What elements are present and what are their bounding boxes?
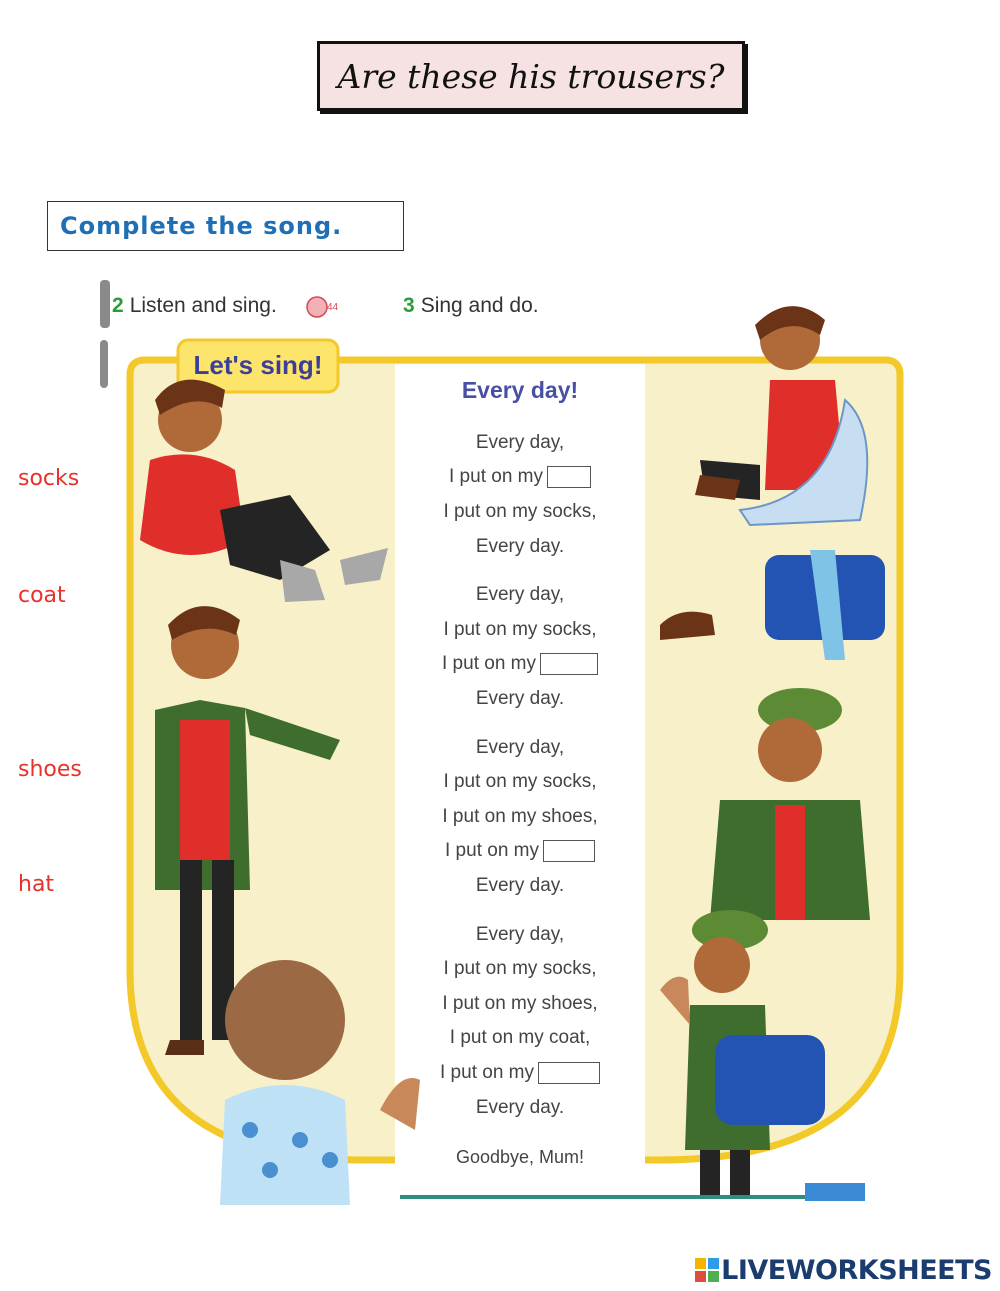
track-number: 44	[327, 302, 339, 313]
task-3-number: 3	[403, 294, 415, 317]
song-line-text: I put on my	[442, 653, 536, 675]
song-line	[400, 466, 640, 488]
lets-sing-banner: Let's sing!	[193, 350, 323, 380]
task-3-header	[403, 294, 539, 318]
song-line: Every day,	[475, 924, 565, 945]
song-line: Every day,	[475, 432, 565, 453]
task-2-header	[112, 294, 277, 318]
answer-blank-2[interactable]	[540, 653, 598, 675]
liveworksheets-icon	[695, 1258, 719, 1282]
word-hat[interactable]: hat	[18, 872, 55, 897]
song-line-text: I put on my	[445, 840, 539, 862]
task-3-label: Sing and do.	[420, 294, 539, 317]
song-line: I put on my shoes,	[442, 993, 598, 1014]
answer-blank-3[interactable]	[543, 840, 595, 862]
song-title: Every day!	[461, 377, 579, 403]
song-line: Every day,	[475, 737, 565, 758]
task-2-number: 2	[112, 294, 124, 317]
song-line-text: I put on my	[440, 1062, 534, 1084]
song-line	[400, 1062, 640, 1084]
liveworksheets-logo	[695, 1254, 992, 1286]
song-line	[400, 653, 640, 675]
song-line: Every day,	[475, 584, 565, 605]
word-socks[interactable]: socks	[18, 466, 80, 491]
song-line: Every day.	[475, 1097, 565, 1118]
answer-blank-1[interactable]	[547, 466, 591, 488]
song-line: Every day.	[475, 536, 565, 557]
word-coat[interactable]: coat	[18, 583, 66, 608]
task-2-label: Listen and sing.	[129, 294, 277, 317]
song-line: I put on my socks,	[443, 619, 597, 640]
book-page	[100, 280, 910, 1205]
song-line: I put on my coat,	[449, 1027, 591, 1048]
song-line: I put on my socks,	[443, 501, 597, 522]
song-closing: Goodbye, Mum!	[455, 1147, 585, 1167]
word-shoes[interactable]: shoes	[18, 757, 82, 782]
song-line	[400, 840, 640, 862]
song-line: Every day.	[475, 688, 565, 709]
answer-blank-4[interactable]	[538, 1062, 600, 1084]
song-line-text: I put on my	[449, 466, 543, 488]
page-title: Are these his trousers?	[337, 56, 725, 96]
instruction-label: Complete the song.	[47, 201, 404, 251]
song-line: I put on my socks,	[443, 958, 597, 979]
footer-brand: LIVEWORKSHEETS	[721, 1254, 992, 1286]
song-line: Every day.	[475, 875, 565, 896]
song-line: I put on my shoes,	[442, 806, 598, 827]
song-line: I put on my socks,	[443, 771, 597, 792]
